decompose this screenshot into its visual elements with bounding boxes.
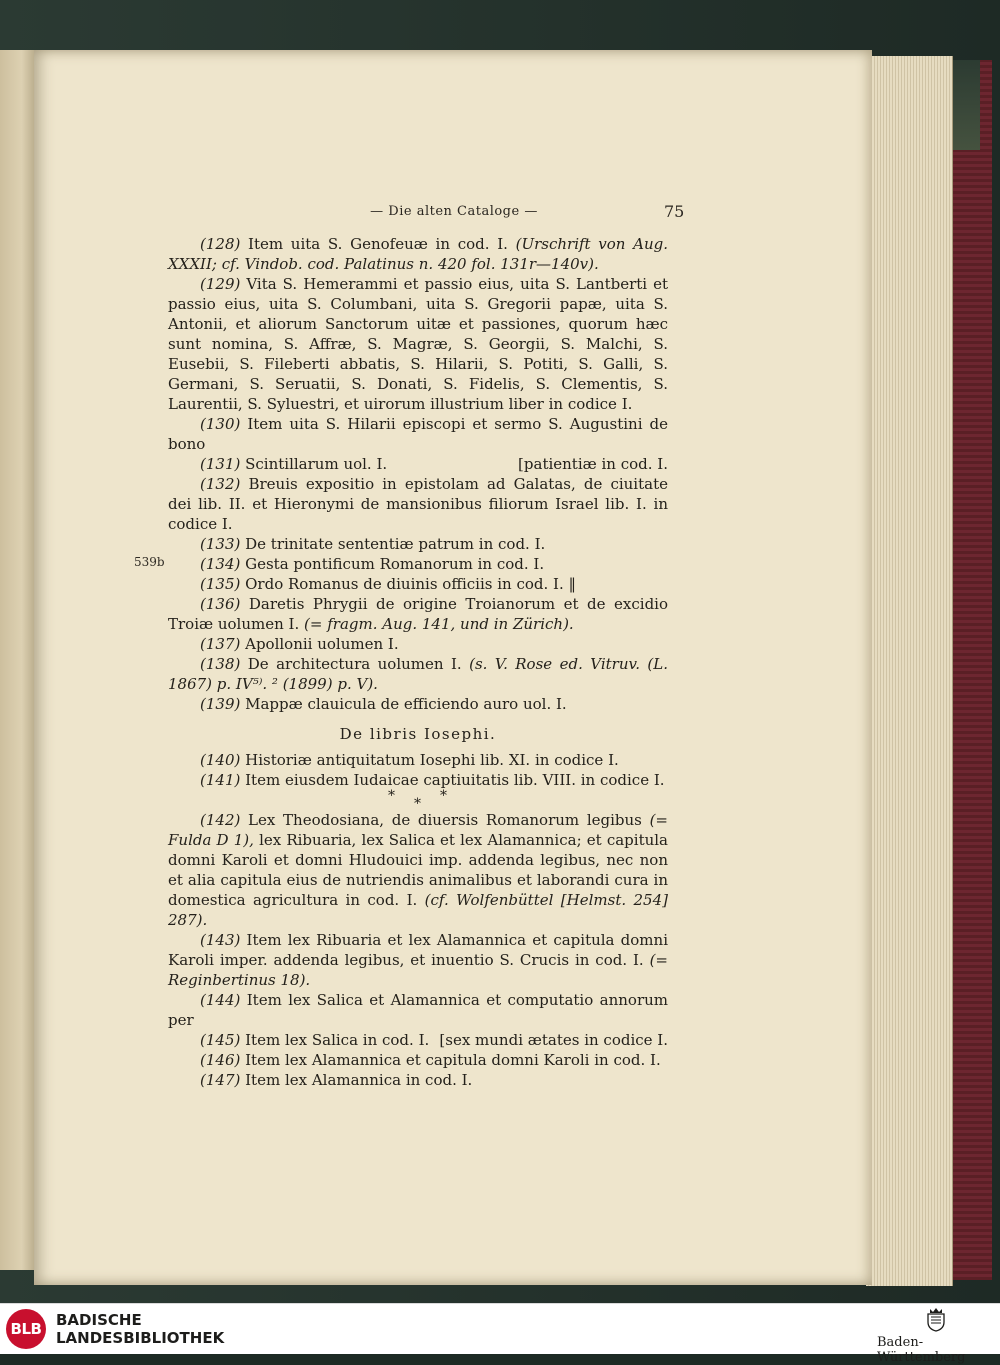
- entry-130: [168, 414, 668, 454]
- entry-text: Item uita S. Genofeuæ in cod. I.: [248, 235, 508, 253]
- entry-text: De architectura uolumen I.: [247, 655, 462, 673]
- margin-reference: 539b: [134, 555, 165, 569]
- entry-text: Item lex Ribuaria et lex Alamannica et capitula domni Karoli imper. addenda legibus, et inuentio S. Crucis in cod. I.: [168, 931, 668, 969]
- page-number: 75: [664, 202, 685, 221]
- entry-131: [168, 454, 668, 474]
- entry-number: (130): [200, 415, 241, 433]
- entry-text: Breuis expositio in epistolam ad Galatas, de ciuitate dei lib. II. et Hieronymi de mansionibus filiorum Israel lib. I. in codice I.: [168, 475, 668, 533]
- asterism-star: *: [440, 788, 447, 804]
- state-name: Baden-Württemberg: [877, 1335, 966, 1365]
- entry-number: (137): [200, 635, 241, 653]
- entry-132: [168, 474, 668, 534]
- entry-number: (142): [200, 811, 241, 829]
- entry-note: (= fragm. Aug. 141, und in Zürich).: [304, 615, 574, 633]
- coat-of-arms-icon: [925, 1306, 947, 1332]
- entry-147: [168, 1070, 668, 1090]
- entry-143: [168, 930, 668, 990]
- entry-number: (128): [200, 235, 241, 253]
- entry-number: (134): [200, 555, 241, 573]
- entry-141: [168, 770, 668, 790]
- entry-text: Item uita S. Hilarii episcopi et sermo S. Augustini de bono: [168, 415, 668, 453]
- entry-text: Item lex Alamannica in cod. I.: [245, 1071, 473, 1089]
- entry-text: De trinitate sententiæ patrum in cod. I.: [245, 535, 546, 553]
- running-head: — Die alten Cataloge —: [370, 204, 538, 219]
- entry-text: Apollonii uolumen I.: [245, 635, 399, 653]
- entry-text-continued: lex Ribuaria, lex Salica et lex Alamannica; et capitula domni Karoli et domni Hludouici imp. addenda legibus, nec non et alia capitula eius de nutriendis animalibus et laborandi cura in domestica agricultura in cod. I.: [168, 831, 669, 909]
- catalogue-text: [168, 234, 668, 1090]
- asterism-star: *: [388, 788, 395, 804]
- entry-number: (133): [200, 535, 241, 553]
- entry-number: (138): [200, 655, 241, 673]
- entry-number: (139): [200, 695, 241, 713]
- entry-note: (s. V. Rose ed. Vitruv. (L. 1867) p. IV⁵⁾. ² (1899) p. V).: [168, 655, 668, 693]
- entry-text: Item lex Salica in cod. I.: [245, 1031, 430, 1049]
- entry-129: [168, 274, 668, 414]
- entry-text: Item eiusdem Iudaicae captiuitatis lib. VIII. in codice I.: [245, 771, 665, 789]
- entry-text: Scintillarum uol. I.: [245, 455, 388, 473]
- entry-number: (141): [200, 771, 241, 789]
- entry-number: (145): [200, 1031, 241, 1049]
- entry-140: [168, 750, 668, 770]
- entry-135: [168, 574, 668, 594]
- entry-number: (131): [200, 455, 241, 473]
- previous-page-edge: [0, 50, 37, 1270]
- entry-139: [168, 694, 668, 714]
- entry-134: [168, 554, 668, 574]
- library-name-line2: LANDESBIBLIOTHEK: [56, 1329, 225, 1347]
- entry-text: Historiæ antiquitatum Iosephi lib. XI. in codice I.: [245, 751, 619, 769]
- asterism-star: *: [414, 796, 421, 812]
- entry-number: (147): [200, 1071, 241, 1089]
- entry-136: [168, 594, 668, 634]
- entry-text: Ordo Romanus de diuinis officiis in cod. I. ‖: [245, 575, 577, 593]
- entry-text: Lex Theodosiana, de diuersis Romanorum legibus: [248, 811, 642, 829]
- entry-number: (143): [200, 931, 241, 949]
- page-stack-edge: [866, 56, 953, 1286]
- entry-number: (146): [200, 1051, 241, 1069]
- entry-133: [168, 534, 668, 554]
- entry-138: [168, 654, 668, 694]
- book-page: [34, 50, 872, 1285]
- library-name[interactable]: [56, 1311, 224, 1347]
- entry-146: [168, 1050, 668, 1070]
- entry-text: Vita S. Hemerammi et passio eius, uita S. Lantberti et passio eius, uita S. Columbani, uita S. Gregorii papæ, uita S. Antonii, et aliorum Sanctorum uitæ et passiones, quorum hæc sunt nomina, S. Affræ, S. Magræ, S. Georgii, S. Malchi, S. Eusebii, S. Fileberti abbatis, S. Hilarii, S. Potiti, S. Galli, S. Germani, S. Seruatii, S. Donati, S. Fidelis, S. Clementis, S. Laurentii, S. Syluestri, et uirorum illustrium liber in codice I.: [168, 275, 668, 413]
- entry-137: [168, 634, 668, 654]
- section-heading: De libris Iosephi.: [339, 725, 497, 743]
- asterism: [168, 790, 668, 810]
- blb-logo[interactable]: BLB: [6, 1309, 46, 1349]
- entry-text: Mappæ clauicula de efficiendo auro uol. I.: [245, 695, 567, 713]
- entry-note: (Urschrift von Aug. XXXII; cf. Vindob. cod. Palatinus n. 420 fol. 131r—140v).: [168, 235, 668, 273]
- entry-text: Gesta pontificum Romanorum in cod. I.: [245, 555, 545, 573]
- entry-continuation: [patientiæ in cod. I.: [518, 455, 668, 473]
- entry-continuation: [sex mundi ætates in codice I.: [439, 1031, 668, 1049]
- entry-number: (129): [200, 275, 241, 293]
- entry-text: Daretis Phrygii de origine Troianorum et de excidio Troiæ uolumen I.: [168, 595, 668, 633]
- entry-number: (140): [200, 751, 241, 769]
- entry-number: (136): [200, 595, 241, 613]
- entry-145: [168, 1030, 668, 1050]
- entry-128: [168, 234, 668, 274]
- entry-144: [168, 990, 668, 1030]
- entry-number: (132): [200, 475, 241, 493]
- entry-note: (= Reginbertinus 18).: [168, 951, 668, 989]
- library-name-line1: BADISCHE: [56, 1311, 142, 1329]
- entry-note: (= Fulda D 1),: [168, 811, 668, 849]
- entry-number: (144): [200, 991, 241, 1009]
- entry-text: Item lex Salica et Alamannica et computatio annorum per: [168, 991, 668, 1029]
- entry-142: [168, 810, 668, 930]
- entry-text: Item lex Alamannica et capitula domni Karoli in cod. I.: [245, 1051, 661, 1069]
- entry-note: (cf. Wolfenbüttel [Helmst. 254] 287).: [168, 891, 668, 929]
- footer-bar: [0, 1303, 1000, 1365]
- entry-number: (135): [200, 575, 241, 593]
